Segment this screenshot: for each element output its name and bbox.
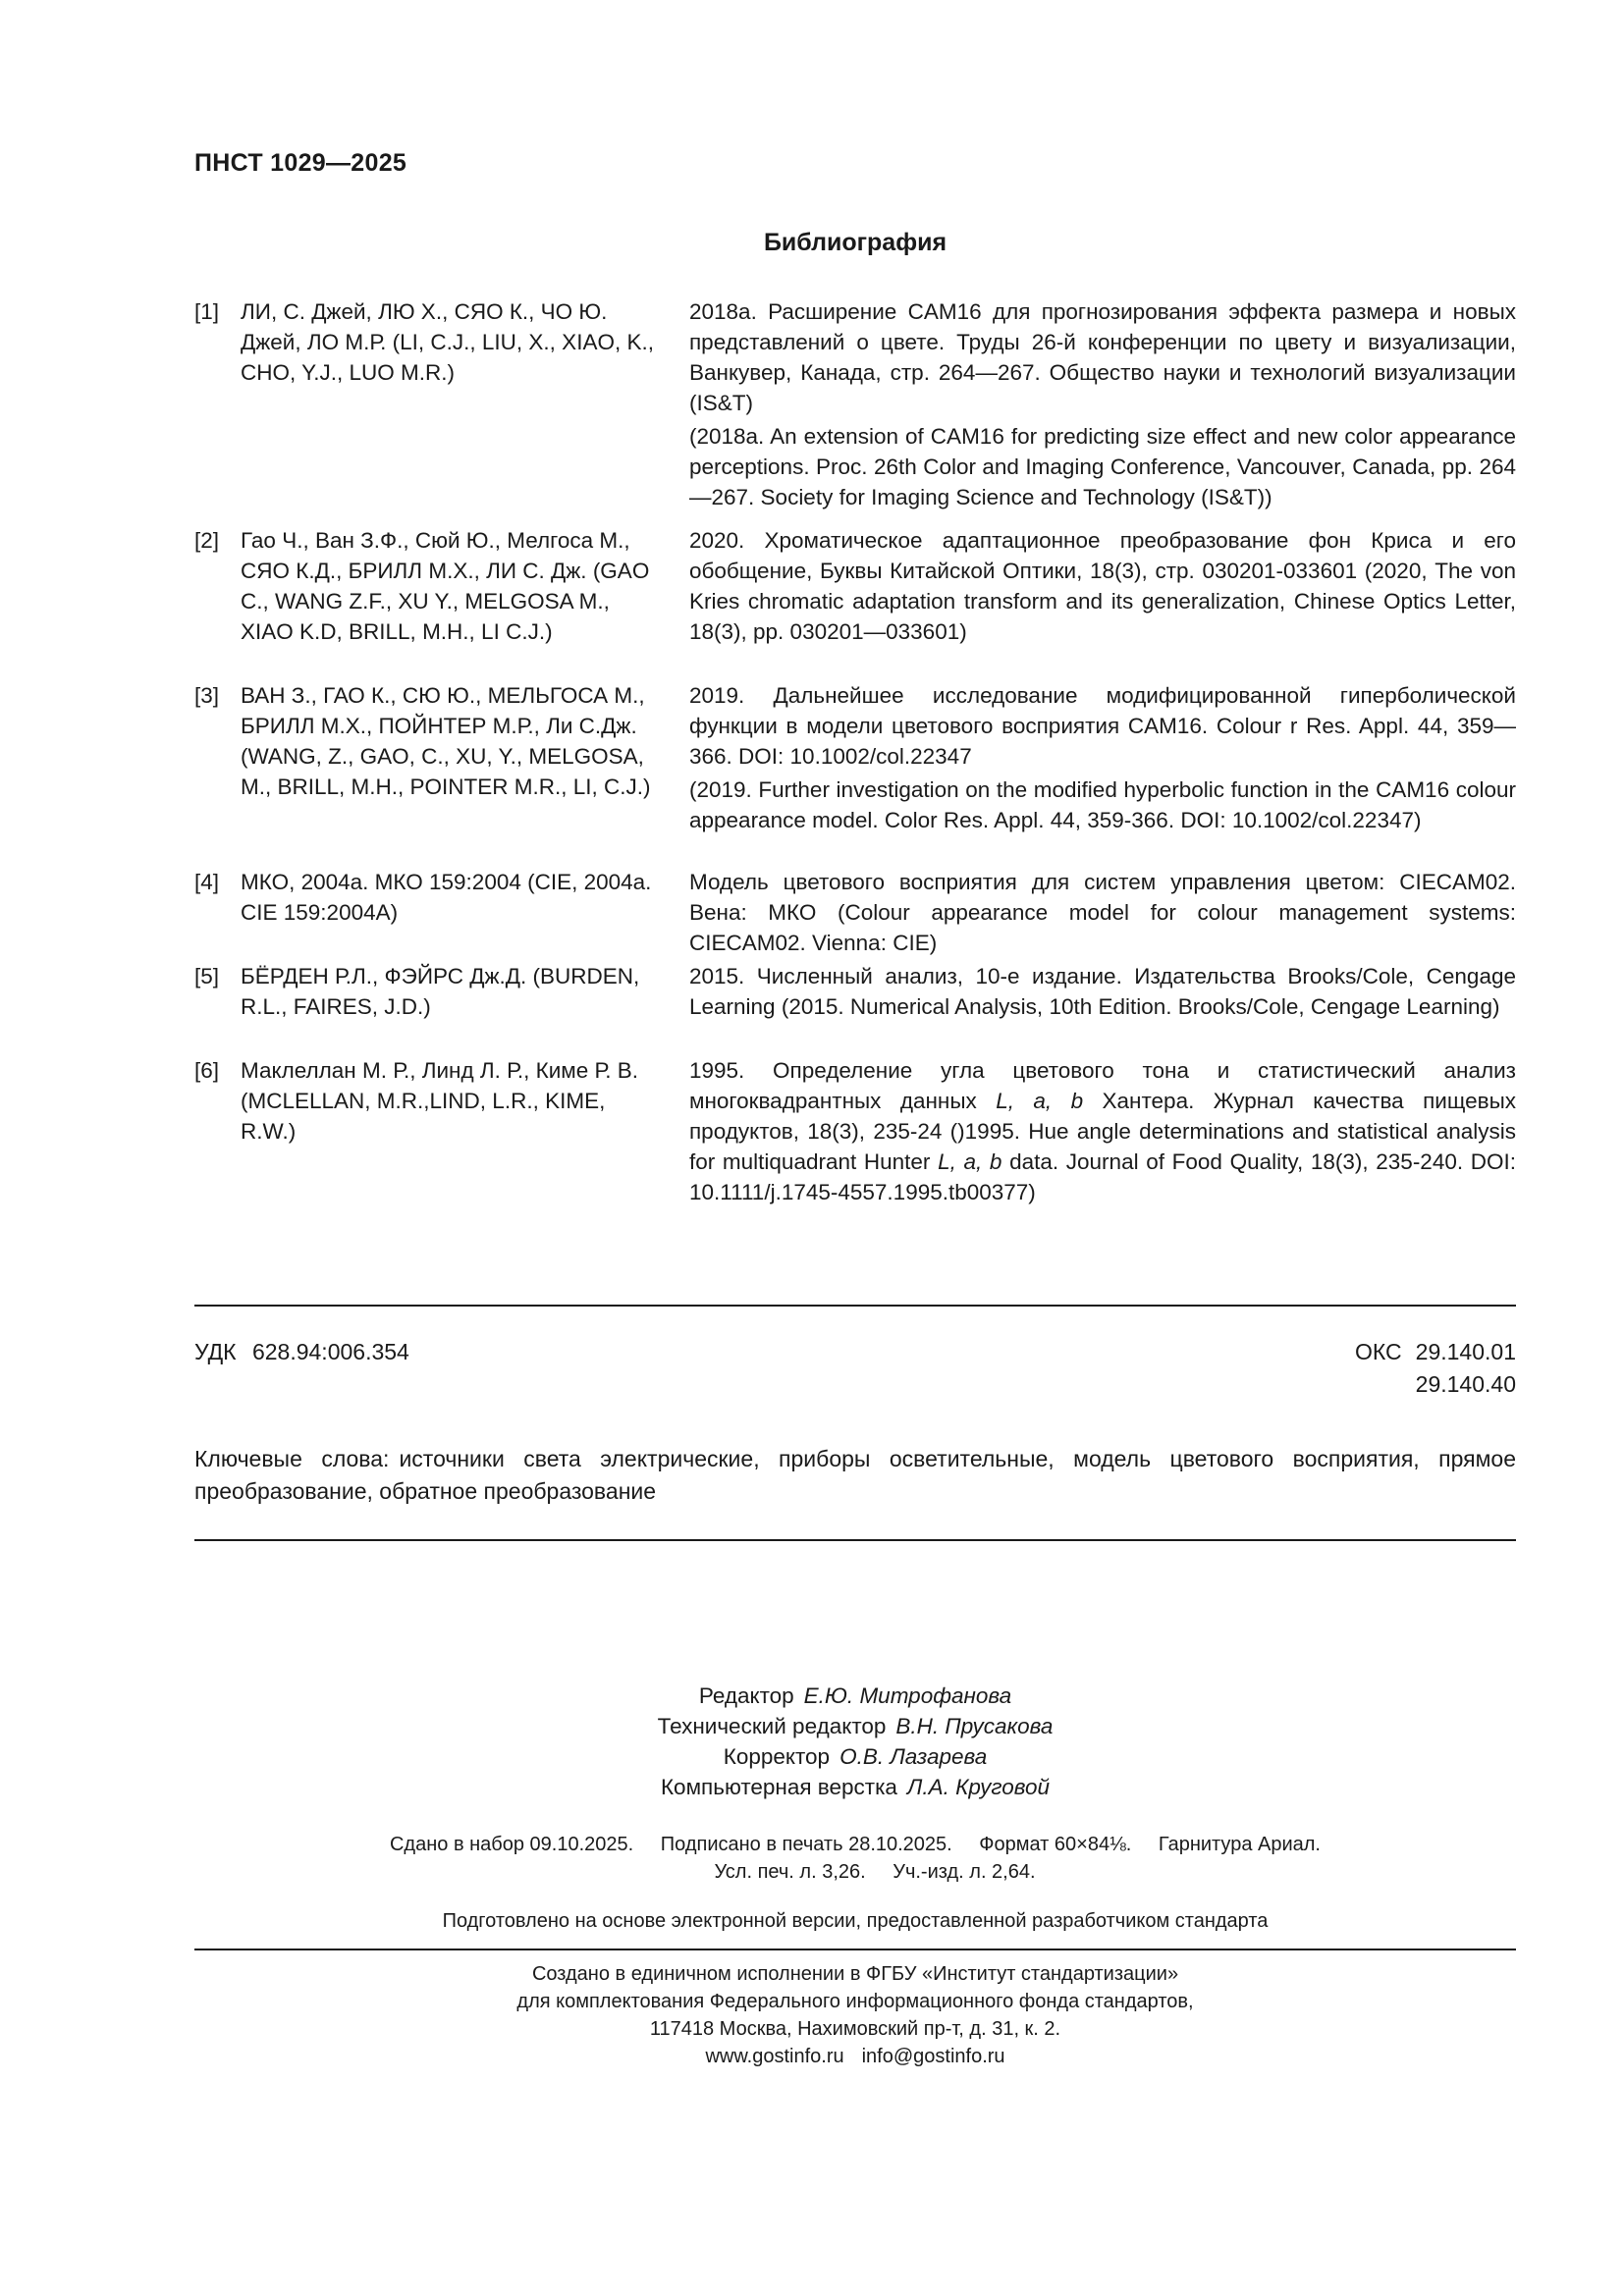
entry-description-part: Хантера. Журнал качества пищевых продуктов, 18(3), 235-24 ()1995. Hue angle determinations and statistical analysis for multiquadrant Hunter (689, 1089, 1516, 1174)
keywords-label: Ключевые слова: (194, 1446, 390, 1471)
bibliography-entry-4 (194, 867, 1516, 961)
publisher-address: 117418 Москва, Нахимовский пр-т, д. 31, к. 2. (649, 2018, 1061, 2040)
entry-authors: Маклеллан М. Р., Линд Л. Р., Киме Р. В. (MCLELLAN, M.R.,LIND, L.R., KIME, R.W.) (241, 1058, 639, 1144)
staff-role: Редактор (698, 1683, 794, 1708)
staff-role: Компьютерная верстка (660, 1775, 897, 1799)
email-link[interactable]: info@gostinfo.ru (861, 2046, 1005, 2067)
entry-description-ru: 2020. Хроматическое адаптационное преобразование фон Криса и его обобщение, Буквы Китайской Оптики, 18(3), стр. 030201-033601 (2020, The von Kries chromatic adaptation transform and its generalization, Chinese Optics Letter, 18(3), pp. 030201—033601) (689, 528, 1516, 644)
bibliography-list (194, 296, 1516, 1210)
entry-description (689, 296, 1516, 515)
entry-number: [3] (194, 683, 220, 708)
divider-middle (194, 1539, 1516, 1541)
oks-value-1: 29.140.01 (1415, 1339, 1516, 1364)
oks-label: ОКС (1355, 1339, 1402, 1364)
staff-name: О.В. Лазарева (839, 1744, 988, 1769)
oks-codes (1355, 1336, 1516, 1401)
entry-description (689, 961, 1516, 1025)
entry-authors: БЁРДЕН Р.Л., ФЭЙРС Дж.Д. (BURDEN, R.L., FAIRES, J.D.) (241, 964, 640, 1019)
submitted-date: Сдано в набор 09.10.2025. (389, 1834, 634, 1855)
udk-code (194, 1336, 409, 1368)
entry-description-ru: 2018а. Расширение CAM16 для прогнозирования эффекта размера и новых представлений о цвете. Труды 26-й конференции по цвету и визуализации, Ванкувер, Канада, стр. 264—267. Общество науки и технологий визуализации (IS&T) (689, 299, 1516, 415)
staff-line (194, 1681, 1516, 1711)
staff-role: Корректор (723, 1744, 831, 1769)
bibliography-entry-3 (194, 680, 1516, 867)
entry-authors: Гао Ч., Ван З.Ф., Сюй Ю., Мелгоса М., СЯО К.Д., БРИЛЛ М.Х., ЛИ С. Дж. (GAO C., WANG Z.F., XU Y., MELGOSA M., XIAO K.D, BRILL, M.H., LI C.J.) (241, 528, 650, 644)
signed-date: Подписано в печать 28.10.2025. (660, 1834, 952, 1855)
staff-line (194, 1772, 1516, 1802)
entry-authors: ЛИ, С. Джей, ЛЮ Х., СЯО К., ЧО Ю. Джей, ЛО М.Р. (LI, C.J., LIU, X., XIAO, K., CHO, Y.J., LUO M.R.) (241, 299, 654, 385)
bibliography-entry-6 (194, 1055, 1516, 1210)
entry-description-ru: Модель цветового восприятия для систем управления цветом: CIECAM02. Вена: МКО (Colour appearance model for colour management systems: CIECAM02. Vienna: CIE) (689, 870, 1516, 955)
bibliography-title: Библиография (763, 229, 947, 256)
entry-number: [4] (194, 870, 220, 894)
entry-description-en: (2018a. An extension of CAM16 for predicting size effect and new color appearance perceptions. Proc. 26th Color and Imaging Conference, Vancouver, Canada, pp. 264—267. Society for Imaging Science and Technology (IS&T)) (689, 424, 1516, 509)
publisher-info (194, 1960, 1516, 2070)
staff-name: Л.А. Круговой (906, 1775, 1051, 1799)
keywords-text: источники света электрические, приборы осветительные, модель цветового восприятия, прямое преобразование, обратное преобразование (194, 1446, 1516, 1504)
entry-number: [6] (194, 1058, 220, 1083)
editorial-staff (194, 1681, 1516, 1802)
entry-description-part: 1995. Определение угла цветового тона и статистический анализ многоквадрантных данных (689, 1058, 1516, 1113)
entry-description-en: (2019. Further investigation on the modified hyperbolic function in the CAM16 colour appearance model. Color Res. Appl. 44, 359-366. DOI: 10.1002/col.22347) (689, 777, 1516, 832)
entry-description-ru: 2015. Численный анализ, 10-е издание. Издательства Brooks/Cole, Cengage Learning (2015. Numerical Analysis, 10th Edition. Brooks/Cole, Cengage Learning) (689, 964, 1516, 1019)
bibliography-entry-1 (194, 296, 1516, 525)
divider-bottom (194, 1949, 1516, 1950)
bibliography-entry-5 (194, 961, 1516, 1055)
entry-number: [5] (194, 964, 220, 988)
bibliography-entry-2 (194, 525, 1516, 680)
publishing-sheets: Уч.-изд. л. 2,64. (893, 1861, 1036, 1883)
entry-description (689, 1055, 1516, 1210)
divider-top (194, 1305, 1516, 1307)
udk-label: УДК (194, 1339, 237, 1364)
udk-value: 628.94:006.354 (251, 1339, 409, 1364)
oks-value-2: 29.140.40 (1415, 1371, 1516, 1397)
entry-description-italic: L, a, b (996, 1089, 1084, 1113)
entry-description (689, 867, 1516, 961)
publisher-line-1: Создано в единичном исполнении в ФГБУ «Институт стандартизации» (531, 1963, 1179, 1985)
entry-authors: МКО, 2004а. МКО 159:2004 (CIE, 2004a. CIE 159:2004A) (241, 870, 652, 925)
staff-role: Технический редактор (657, 1714, 887, 1738)
prepared-note: Подготовлено на основе электронной версии, предоставленной разработчиком стандарта (442, 1910, 1269, 1932)
publisher-contacts (194, 2043, 1516, 2070)
entry-description (689, 680, 1516, 838)
entry-authors: ВАН З., ГАО К., СЮ Ю., МЕЛЬГОСА М., БРИЛЛ М.Х., ПОЙНТЕР М.Р., Ли С.Дж. (WANG, Z., GAO, C., XU, Y., MELGOSA, M., BRILL, M.H., POINTER M.R., LI, C.J.) (241, 683, 651, 799)
keywords (194, 1443, 1516, 1508)
entry-description-part: data. Journal of Food Quality, 18(3), 235-240. DOI: 10.1111/j.1745-4557.1995.tb00377) (689, 1149, 1517, 1204)
entry-description-ru: 2019. Дальнейшее исследование модифицированной гиперболической функции в модели цветового восприятия CAM16. Colour r Res. Appl. 44, 359—366. DOI: 10.1002/col.22347 (689, 683, 1516, 769)
entry-number: [2] (194, 528, 220, 553)
document-number: ПНСТ 1029—2025 (194, 149, 407, 177)
publisher-line-2: для комплектования Федерального информационного фонда стандартов, (516, 1991, 1194, 2012)
staff-name: В.Н. Прусакова (895, 1714, 1054, 1738)
entry-number: [1] (194, 299, 220, 324)
typeface: Гарнитура Ариал. (1158, 1834, 1321, 1855)
entry-description-italic: L, a, b (938, 1149, 1002, 1174)
staff-line (194, 1741, 1516, 1772)
staff-line (194, 1711, 1516, 1741)
print-details (194, 1831, 1516, 1886)
entry-description (689, 525, 1516, 650)
paper-format: Формат 60×84⅛. (979, 1834, 1132, 1855)
website-link[interactable]: www.gostinfo.ru (705, 2046, 844, 2067)
print-sheets: Усл. печ. л. 3,26. (714, 1861, 866, 1883)
staff-name: Е.Ю. Митрофанова (803, 1683, 1012, 1708)
